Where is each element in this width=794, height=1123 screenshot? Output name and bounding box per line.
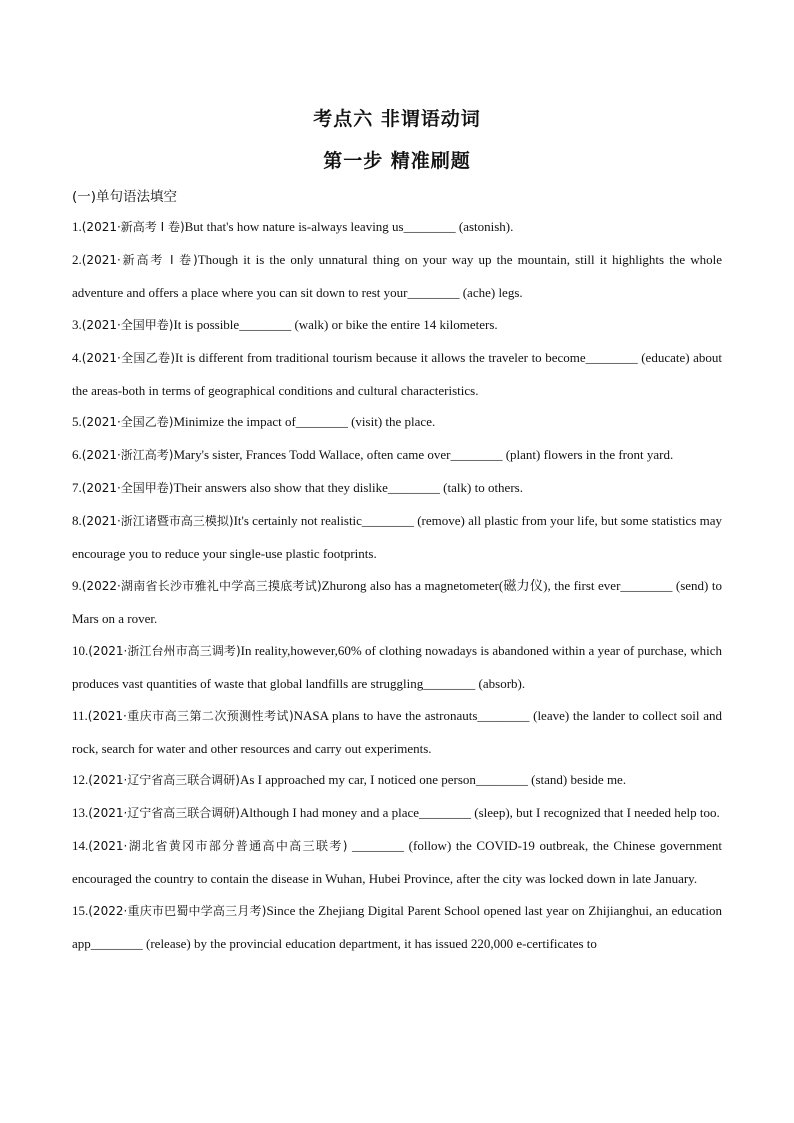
question-number: 9. xyxy=(72,577,82,593)
question-source: (2021·全国乙卷) xyxy=(81,415,174,430)
question-text: Although I had money and a place________ (sleep), but I recognized that I needed help too. xyxy=(239,805,720,821)
question-item xyxy=(72,797,722,830)
question-number: 3. xyxy=(72,316,82,332)
question-number: 7. xyxy=(72,480,82,496)
question-text: Though it is the only unnatural thing on your way up the mountain, still it highlights the whole adventure and offers a place where you can sit down to rest your________ (ache) legs. xyxy=(72,251,722,300)
section-heading: (一)单句语法填空 xyxy=(72,189,178,205)
question-text: ________ (follow) the COVID-19 outbreak, the Chinese government encouraged the country to contain the disease in Wuhan, Hubei Province, after the city was locked down in late January. xyxy=(72,838,723,887)
question-text: Since the Zhejiang Digital Parent School opened last year on Zhijianghui, an education app________ (release) by the provincial education department, it has issued 220,000 e-certificates to xyxy=(72,903,723,951)
question-text: As I approached my car, I noticed one person________ (stand) beside me. xyxy=(239,772,627,788)
question-text: Mary's sister, Frances Todd Wallace, often came over________ (plant) flowers in the front yard. xyxy=(173,447,674,463)
question-number: 8. xyxy=(72,513,82,529)
question-source: (2021·辽宁省高三联合调研) xyxy=(88,773,240,788)
question-item xyxy=(72,570,722,635)
page-title: 考点六 非谓语动词 xyxy=(313,108,481,130)
question-text: In reality,however,60% of clothing nowadays is abandoned within a year of purchase, which produces vast quantities of waste that global landfills are struggling________ (absorb). xyxy=(72,642,723,691)
question-number: 15. xyxy=(72,903,89,919)
question-number: 11. xyxy=(72,707,88,723)
question-source: (2022·湖南省长沙市雅礼中学高三摸底考试) xyxy=(81,578,322,593)
question-number: 4. xyxy=(72,349,82,365)
question-source: (2021·全国甲卷) xyxy=(81,317,174,332)
question-source: (2021·重庆市高三第二次预测性考试) xyxy=(87,708,294,723)
question-text: It is possible________ (walk) or bike the entire 14 kilometers. xyxy=(173,316,498,332)
question-number: 5. xyxy=(72,414,82,430)
question-number: 10. xyxy=(72,642,89,658)
question-item xyxy=(72,211,722,244)
question-text: Minimize the impact of________ (visit) the place. xyxy=(173,414,436,430)
question-source: (2021·湖北省黄冈市部分普通高中高三联考) xyxy=(88,839,348,854)
question-text: It is different from traditional tourism because it allows the traveler to become________ (educate) about the areas-both in terms of geographical conditions and cultural characteristics. xyxy=(72,349,723,398)
question-source: (2021·浙江诸暨市高三模拟) xyxy=(81,514,234,529)
question-item xyxy=(72,505,722,570)
question-source: (2021·浙江台州市高三调考) xyxy=(88,643,241,658)
question-item xyxy=(72,244,722,309)
question-source: (2021·新高考 I 卷) xyxy=(81,220,185,234)
question-item xyxy=(72,635,722,700)
question-number: 2. xyxy=(72,251,82,267)
question-text: It's certainly not realistic________ (remove) all plastic from your life, but some statistics may encourage you to reduce your single-use plastic footprints. xyxy=(72,513,722,562)
question-item xyxy=(72,342,722,407)
question-item xyxy=(72,472,722,505)
question-text: But that's how nature is-always leaving us________ (astonish). xyxy=(184,219,514,234)
question-source: (2021·全国甲卷) xyxy=(81,481,174,496)
question-source: (2021·新高考 I 卷) xyxy=(81,252,198,267)
question-item xyxy=(72,309,722,342)
question-number: 14. xyxy=(72,838,89,854)
question-number: 1. xyxy=(72,219,82,234)
question-source: (2021·辽宁省高三联合调研) xyxy=(88,806,240,821)
question-source: (2021·全国乙卷) xyxy=(81,350,176,365)
question-source: (2022·重庆市巴蜀中学高三月考) xyxy=(88,904,267,919)
question-item xyxy=(72,830,722,895)
question-item xyxy=(72,764,722,797)
question-number: 12. xyxy=(72,772,89,788)
question-item xyxy=(72,439,722,472)
question-item xyxy=(72,895,722,960)
page-subtitle: 第一步 精准刷题 xyxy=(323,150,471,172)
question-source: (2021·浙江高考) xyxy=(81,448,174,463)
question-list xyxy=(72,211,722,960)
question-item xyxy=(72,406,722,439)
question-number: 13. xyxy=(72,805,89,821)
question-item xyxy=(72,700,722,765)
question-text: NASA plans to have the astronauts________ (leave) the lander to collect soil and rock, search for water and other resources and carry out experiments. xyxy=(72,707,722,756)
question-number: 6. xyxy=(72,447,82,463)
question-text: Their answers also show that they dislike________ (talk) to others. xyxy=(173,480,523,496)
question-text: Zhurong also has a magnetometer(磁力仪), the first ever________ (send) to Mars on a rover. xyxy=(72,577,722,626)
